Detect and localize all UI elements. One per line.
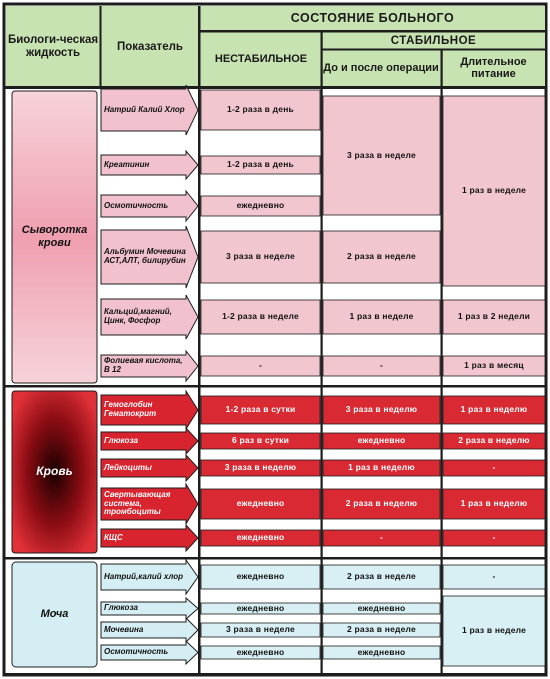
cell-periop-text: ежедневно	[357, 602, 406, 613]
header-fluid: Биологи-ческая жидкость	[7, 34, 99, 59]
cell-periop-text: 2 раза в неделе	[347, 624, 416, 635]
header-longterm: Длительное питание	[460, 55, 527, 80]
cell-unstable-text: 3 раза в неделе	[226, 251, 295, 262]
cell-longterm-merged-urine-text: 1 раз в неделе	[461, 625, 527, 636]
cell-periop-text: ежедневно	[357, 646, 406, 657]
cell-unstable-text: -	[258, 360, 263, 371]
cell-periop-text: 3 раза в неделю	[345, 404, 418, 415]
cell-periop-merged-text: 3 раза в неделе	[347, 149, 416, 160]
indicator-label: Глюкоза	[104, 435, 138, 445]
header-periop: До и после операции	[323, 61, 439, 74]
indicator-label: Осмотичность	[104, 200, 169, 210]
cell-unstable-text: ежедневно	[236, 498, 285, 509]
indicator-label: Лейкоциты	[104, 462, 152, 472]
cell-unstable-text: 3 раза в неделе	[226, 624, 295, 635]
cell-periop-text: 1 раз в неделю	[348, 462, 415, 473]
indicator-label: Гемоглобин Гематокрит	[104, 400, 157, 418]
indicator-label: Глюкоза	[104, 603, 138, 613]
indicator-label: Мочевина	[104, 624, 144, 634]
indicator-label: Альбумин Мочевина АСТ,АЛТ, билирубин	[104, 247, 186, 265]
cell-periop-text: 2 раза в неделе	[347, 251, 416, 262]
cell-periop-text: 2 раза в неделе	[347, 571, 416, 582]
indicator-label: Кальций,магний, Цинк, Фосфор	[104, 307, 172, 325]
fluid-label-serum: Сыворотка крови	[21, 224, 88, 249]
indicator-label: Осмотичность	[104, 647, 169, 657]
cell-unstable-text: 1-2 раза в день	[227, 159, 294, 170]
indicator-label: Натрий Калий Хлор	[104, 104, 185, 114]
cell-unstable-text: 3 раза в неделю	[224, 462, 297, 473]
cell-periop-text: -	[379, 360, 384, 371]
group-separator	[4, 557, 546, 560]
cell-periop-text: ежедневно	[357, 435, 406, 446]
fluid-label-blood: Кровь	[36, 464, 73, 479]
indicator-label: Креатинин	[104, 159, 150, 169]
cell-unstable-text: 1-2 раза в сутки	[225, 404, 296, 415]
header-unstable: НЕСТАБИЛЬНОЕ	[214, 52, 308, 65]
cell-longterm-text: 1 раз в неделю	[460, 498, 528, 509]
group-separator	[4, 673, 546, 676]
cell-unstable-text: ежедневно	[236, 532, 285, 543]
cell-longterm-merged-text: 1 раз в неделе	[461, 185, 527, 196]
header-state: СОСТОЯНИЕ БОЛЬНОГО	[290, 11, 455, 26]
cell-periop-text: 1 раз в неделе	[349, 311, 414, 322]
cell-unstable-text: ежедневно	[236, 646, 285, 657]
cell-unstable-text: ежедневно	[236, 602, 285, 613]
cell-longterm-text: -	[492, 462, 496, 473]
header-indicator: Показатель	[117, 40, 183, 53]
header-stable: СТАБИЛЬНОЕ	[390, 34, 477, 47]
cell-unstable-text: ежедневно	[236, 200, 285, 211]
cell-periop-text: 2 раза в неделю	[345, 498, 418, 509]
indicator-label: Фолиевая кислота, В 12	[104, 356, 183, 374]
indicator-label: КЩС	[104, 532, 123, 542]
indicator-label: Свертывающая система, тромбоциты	[104, 489, 171, 517]
cell-longterm-text: 1 раз в неделю	[460, 404, 528, 415]
cell-periop-text: -	[379, 532, 384, 543]
cell-unstable-text: 1-2 раза в день	[227, 104, 294, 115]
cell-longterm-text: 2 раза в неделю	[458, 435, 530, 446]
cell-unstable-text: ежедневно	[236, 571, 285, 582]
fluid-label-urine: Моча	[40, 608, 69, 621]
group-separator	[4, 385, 546, 388]
header-bottom-line	[4, 86, 546, 89]
cell-longterm-text: 1 раз в месяц	[464, 360, 524, 371]
cell-longterm-text: -	[492, 532, 496, 543]
cell-longterm-text: 1 раз в 2 недели	[457, 311, 531, 322]
cell-unstable-text: 6 раз в сутки	[231, 435, 290, 446]
cell-unstable-text: 1-2 раза в неделе	[222, 311, 299, 322]
cell-longterm-text: -	[492, 571, 496, 582]
indicator-label: Натрий,калий хлор	[104, 571, 183, 581]
